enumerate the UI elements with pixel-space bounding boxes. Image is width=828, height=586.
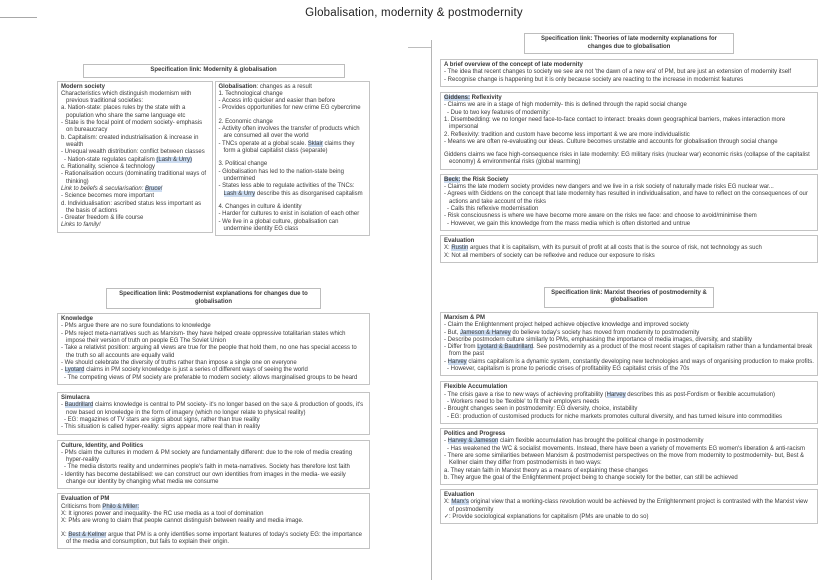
text-line bbox=[444, 315, 814, 322]
text-line bbox=[444, 95, 814, 102]
text-line bbox=[61, 450, 366, 465]
text-segment: - bbox=[61, 367, 65, 374]
highlighted-text: Lyotard & Baudrillard bbox=[477, 344, 534, 351]
text-line bbox=[61, 518, 366, 525]
text-segment: . See postmodernity as a product of the most recent stages of capitalism rather than a fundamental break from the past bbox=[449, 344, 813, 358]
text-segment: Knowledge bbox=[61, 316, 94, 323]
text-line bbox=[61, 331, 366, 346]
text-segment: X: Not all members of society can be reflexive and reduce our exposure to risks bbox=[444, 252, 655, 259]
text-line bbox=[219, 91, 367, 98]
text-segment: - Claims we are in a stage of high modernity- this is defined through the rapid social change bbox=[444, 102, 687, 109]
text-segment: A brief overview of the concept of late modernity bbox=[444, 62, 583, 68]
text-line bbox=[61, 186, 209, 193]
text-segment: claims capitalism is a dynamic system, constantly developing new technologies and ways of organising production to make profits. bbox=[466, 358, 814, 365]
text-segment: - PMs reject meta-narratives such as Marxism- they have helped create oppressive totalitarian states which impose their version of truth on people EG The Soviet Union bbox=[61, 330, 346, 345]
text-line bbox=[61, 84, 209, 91]
text-segment: 1. Disembedding: we no longer need face-to-face contact to interact: breaks down geographical barriers, makes interaction more impersonal bbox=[444, 116, 786, 131]
text-segment: - PMs claim the cultures in modern & PM society are fundamentally different: due to the role of media creating hyper-reality bbox=[61, 449, 353, 464]
highlighted-text: Giddens: bbox=[444, 94, 471, 101]
text-line bbox=[219, 84, 367, 91]
text-segment: - Identity has become destabilised: we can construct our own identities from images in the media- we easily change our identity by changing what media we consume bbox=[61, 471, 346, 486]
text-segment: Criticisms from bbox=[61, 503, 103, 510]
text-line bbox=[61, 215, 209, 222]
text-line bbox=[61, 472, 366, 487]
culture-identity-politics-box bbox=[57, 440, 370, 490]
text-segment: Simulacra bbox=[61, 394, 90, 401]
text-segment: - Brought changes seen in postmodernity: EG diversity, choice, instability bbox=[444, 406, 638, 413]
text-segment: - Describe postmodern culture similarly to PMs, emphasising the importance of media images, diversity, and stability bbox=[444, 336, 753, 343]
text-segment: Globalisation bbox=[218, 83, 257, 90]
text-segment: - Recognise change is happening but it is only because society are reacting to the increase in modernist features bbox=[444, 76, 744, 83]
text-line bbox=[61, 316, 366, 323]
text-segment: Flexible Accumulation bbox=[444, 384, 508, 391]
text-line bbox=[444, 322, 814, 329]
text-segment: : changes as a result bbox=[256, 83, 312, 90]
text-segment: Culture, Identity, and Politics bbox=[61, 442, 144, 449]
text-segment: 3. Political change bbox=[218, 161, 268, 168]
text-line bbox=[61, 135, 209, 150]
page-title: Globalisation, modernity & postmodernity bbox=[305, 7, 523, 19]
text-segment: - The crisis gave a rise to new ways of achieving profitability ( bbox=[444, 391, 607, 398]
highlighted-text: Lash & Urry bbox=[223, 190, 256, 197]
text-segment: 2. Reflexivity: tradition and custom have become less important & we are more individualistic bbox=[444, 131, 690, 138]
text-segment: - Greater freedom & life course bbox=[61, 215, 144, 222]
text-segment: - EG: magazines of TV stars are signs about signs, rather than true reality bbox=[64, 416, 260, 423]
text-segment: - Risk consciousness is where we have become more aware on the risks we face: and choose to avoid/minimise them bbox=[444, 213, 757, 220]
text-line bbox=[61, 367, 366, 374]
globalisation-box bbox=[215, 81, 371, 237]
text-line bbox=[61, 417, 366, 424]
text-segment: - Claim the Enlightenment project helped achieve objective knowledge and improved society bbox=[444, 322, 689, 329]
text-segment: the Risk Society bbox=[460, 176, 509, 183]
text-segment: X: bbox=[444, 499, 452, 506]
text-line bbox=[61, 443, 366, 450]
text-line bbox=[61, 395, 366, 402]
text-line bbox=[444, 69, 814, 76]
text-line bbox=[444, 453, 814, 468]
text-line bbox=[61, 120, 209, 135]
text-line bbox=[61, 496, 366, 503]
text-line bbox=[444, 177, 814, 184]
text-segment: original view that a working-class revolution would be achieved by the Enlightenment project is contrasted with the Marxist view of postmodernity bbox=[449, 499, 808, 513]
text-segment: Giddens claims we face high-consequence risks in late modernity: EG military risks (nuclear war) economic risks (collapse of the capitalist economy) & environmental risks (global warming) bbox=[444, 152, 810, 166]
text-segment: - Science becomes more important bbox=[61, 193, 155, 200]
text-line bbox=[444, 245, 814, 252]
highlighted-text: Sklair bbox=[307, 140, 323, 147]
text-segment: - States less able to regulate activities of the TNCs: bbox=[218, 183, 355, 190]
text-line bbox=[444, 102, 814, 109]
text-segment: d. Individualisation: ascribed status less important as the basis of actions bbox=[61, 200, 202, 214]
highlighted-text: Baudrillard bbox=[64, 402, 94, 409]
spec-link-late-modernity: Specification link: Theories of late modernity explanations for changes due to globalisation bbox=[524, 33, 734, 54]
knowledge-box bbox=[57, 313, 370, 385]
text-line bbox=[61, 323, 366, 330]
text-line bbox=[444, 206, 814, 213]
text-segment: - But, bbox=[444, 329, 461, 336]
text-line bbox=[61, 105, 209, 120]
text-line bbox=[444, 337, 814, 344]
text-segment: b. They argue the goal of the Enlightenment project being to change society for the better, can still be achieved bbox=[444, 474, 738, 481]
text-segment: - bbox=[444, 438, 448, 445]
text-line bbox=[61, 164, 209, 171]
text-segment: argue that PM is a only identifies some important features of today's society EG: the importance of the media and consumption, but fails to explain their origin. bbox=[66, 531, 362, 545]
text-line bbox=[61, 149, 209, 156]
text-line bbox=[219, 161, 367, 168]
text-segment: 4. Changes in culture & identity bbox=[218, 203, 302, 210]
text-segment: - Access info quicker and easier than before bbox=[218, 98, 336, 105]
beck-risk-society-box bbox=[440, 174, 818, 231]
modern-society-box bbox=[57, 81, 213, 233]
text-segment: Modern society bbox=[61, 83, 106, 90]
spec-link-postmodernist: Specification link: Postmodernist explanations for changes due to globalisation bbox=[106, 288, 321, 309]
text-segment: - The idea that recent changes to society we see are not 'the dawn of a new era' of PM, but are just an extension of modernity itself bbox=[444, 69, 792, 76]
text-segment: - Activity often involves the transfer of products which are consumed all over the world bbox=[218, 126, 360, 140]
text-line bbox=[444, 184, 814, 191]
text-segment: describes this as post-Fordism or flexible accumulation) bbox=[625, 391, 776, 398]
text-line bbox=[61, 222, 209, 229]
text-segment: claim flexible accumulation has brought the political change in postmodernity bbox=[498, 438, 704, 445]
text-line bbox=[61, 511, 366, 518]
text-line bbox=[61, 402, 366, 417]
text-segment: claims in PM society knowledge is just a series of different ways of seeing the world bbox=[84, 367, 308, 374]
text-line bbox=[444, 238, 814, 245]
highlighted-text: Lyotard bbox=[64, 367, 85, 374]
text-line bbox=[444, 406, 814, 413]
text-line bbox=[61, 464, 366, 471]
text-line bbox=[444, 492, 814, 499]
text-segment: X: It ignores power and inequality- the RC use media as a tool of domination bbox=[61, 511, 264, 517]
evaluation-of-pm-box bbox=[57, 493, 370, 549]
marxism-pm-box bbox=[440, 312, 818, 377]
simulacra-box bbox=[57, 392, 370, 435]
text-segment: Marxism & PM bbox=[444, 314, 486, 321]
text-line bbox=[444, 399, 814, 406]
text-segment: - Rationalisation occurs (dominating traditional ways of thinking) bbox=[61, 171, 207, 185]
text-line bbox=[444, 344, 814, 359]
text-segment: - PMs argue there are no sure foundations to knowledge bbox=[61, 323, 211, 330]
text-segment: - Globalisation has led to the nation-state being undermined bbox=[218, 168, 344, 182]
text-line bbox=[219, 98, 367, 105]
text-line bbox=[61, 424, 366, 431]
text-segment: 1. Technological change bbox=[218, 90, 283, 97]
text-line bbox=[61, 193, 209, 200]
text-segment: X: bbox=[444, 245, 452, 252]
text-line bbox=[444, 499, 814, 514]
text-segment: - The competing views of PM society are preferable to modern society: allows marginalised groups to be heard bbox=[64, 374, 358, 381]
marxist-evaluation-box bbox=[440, 489, 818, 524]
text-line bbox=[219, 141, 367, 156]
text-segment: Evaluation bbox=[444, 492, 475, 499]
modernity-boxes-row bbox=[57, 81, 370, 237]
left-column bbox=[57, 64, 370, 549]
highlighted-text: Best & Kellner bbox=[68, 531, 107, 538]
text-line bbox=[219, 183, 367, 198]
highlighted-text: Bruce! bbox=[145, 185, 163, 192]
giddens-reflexivity-box bbox=[440, 92, 818, 170]
text-line bbox=[61, 345, 366, 360]
text-segment: Links to family! bbox=[61, 222, 101, 229]
text-segment: - Provides opportunities for new crime EG cybercrime bbox=[218, 105, 361, 112]
top-left-divider-line bbox=[0, 17, 37, 18]
text-line bbox=[444, 414, 814, 421]
text-line bbox=[444, 330, 814, 337]
text-segment: - Nation-state regulates capitalism bbox=[64, 156, 157, 163]
text-line bbox=[61, 375, 366, 382]
highlighted-text: Harvey & Jameson bbox=[447, 438, 499, 445]
highlighted-text: (Lash & Urry) bbox=[156, 156, 193, 163]
text-line bbox=[61, 532, 366, 547]
text-line bbox=[444, 514, 814, 521]
text-line bbox=[444, 62, 814, 69]
text-segment: claims they form a global capitalist class (separate) bbox=[223, 140, 355, 154]
text-line bbox=[444, 191, 814, 206]
text-line bbox=[61, 91, 209, 106]
text-segment: ✓: Provide sociological explanations for capitalism (PMs are unable to do so) bbox=[444, 514, 649, 521]
text-line bbox=[444, 384, 814, 391]
spec-link-marxist: Specification link: Marxist theories of postmodernity & globalisation bbox=[544, 287, 714, 308]
politics-progress-box bbox=[440, 428, 818, 485]
text-segment: Characteristics which distinguish modernism with previous traditional societies: bbox=[61, 90, 192, 105]
highlighted-text: Jameson & Harvey bbox=[460, 329, 511, 336]
text-segment: - The media distorts reality and undermines people's faith in meta-narratives. Society has therefore lost faith bbox=[64, 464, 350, 471]
text-segment: Reflexivity bbox=[470, 94, 502, 101]
text-segment: claims knowledge is central to PM society- it's no longer based on the sa;e & production of goods, it's now based on knowledge in the form of imagery (which no longer relate to physical reality) bbox=[66, 402, 364, 416]
text-line bbox=[444, 213, 814, 220]
text-line bbox=[444, 221, 814, 228]
text-segment: - EG: production of customised products for niche markets promotes cultural diversity, and has turned leisure into commodities bbox=[447, 413, 783, 420]
text-segment: Evaluation bbox=[444, 237, 475, 244]
text-segment: - There are some similarities between Marxism & postmodernist perspectives on the move from modernity to postmodernity- but, Best & Kellner claim they differ from postmodernists in two ways: bbox=[444, 452, 805, 467]
text-segment: - Calls this reflexive modernisation bbox=[447, 206, 539, 212]
late-modernity-evaluation-box bbox=[440, 235, 818, 263]
text-line bbox=[444, 253, 814, 260]
text-segment: do believe today's society has moved from modernity to postmodernity bbox=[510, 329, 700, 336]
text-segment: - Workers need to be 'flexible' to fit their employers needs bbox=[447, 399, 600, 405]
text-segment: X: bbox=[61, 531, 69, 538]
text-segment: Link to beliefs & secularisation: bbox=[61, 185, 146, 192]
text-segment: - However, capitalism is prone to periodic crises of profitability EG capitalist crisis of the 70s bbox=[447, 366, 690, 373]
text-line bbox=[61, 504, 366, 511]
text-line bbox=[444, 110, 814, 117]
text-segment: - Due to two key features of modernity: bbox=[447, 109, 551, 116]
column-divider-line bbox=[431, 40, 432, 580]
text-segment: argues that it is capitalism, with its pursuit of profit at all costs that is the source of risk, not technology as such bbox=[468, 245, 762, 252]
text-line bbox=[444, 392, 814, 399]
text-segment: - Claims the late modern society provides new dangers and we live in a risk society of naturally made risks EG nuclear war... bbox=[444, 184, 774, 191]
text-segment: - However, we gain this knowledge from the mass media which is often distorted and untrue bbox=[447, 220, 691, 227]
text-line bbox=[444, 446, 814, 453]
text-segment: X: PMs are wrong to claim that people cannot distinguish between reality and media image. bbox=[61, 518, 304, 525]
text-segment: a. Nation-state: places rules by the state with a population who share the same language etc bbox=[61, 105, 186, 119]
text-line bbox=[444, 468, 814, 475]
highlighted-text: Marx's bbox=[451, 499, 469, 506]
text-segment: - We should celebrate the diversity of truths rather than impose a single one on everyone bbox=[61, 360, 297, 366]
text-line bbox=[444, 475, 814, 482]
text-segment: Evaluation of PM bbox=[61, 496, 110, 503]
text-segment: - bbox=[61, 402, 65, 409]
late-modernity-overview-box bbox=[440, 59, 818, 87]
text-line bbox=[219, 126, 367, 141]
text-line bbox=[219, 119, 367, 126]
right-column bbox=[440, 33, 818, 524]
text-line bbox=[219, 211, 367, 218]
text-segment: Politics and Progress bbox=[444, 430, 506, 437]
text-segment: - We live in a global culture, globalisation can undermine identity EG class bbox=[218, 218, 339, 232]
spec-link-modernity-globalisation: Specification link: Modernity & globalisation bbox=[83, 64, 345, 78]
text-segment: - Means we are often re-evaluating our ideas. Culture becomes unstable and accounts for globalisation through social change bbox=[444, 138, 778, 145]
highlighted-text: Harvey bbox=[447, 358, 467, 365]
text-line bbox=[444, 359, 814, 366]
text-segment: a. They retain faith in Marxist theory as a means of explaining these changes bbox=[444, 467, 649, 474]
text-line bbox=[444, 366, 814, 373]
text-segment: b. Capitalism: created industrialisation & increase in wealth bbox=[61, 134, 199, 148]
highlighted-text: Philo & Miller: bbox=[102, 503, 140, 510]
text-line bbox=[444, 77, 814, 84]
text-line bbox=[219, 204, 367, 211]
text-line bbox=[444, 139, 814, 146]
text-segment: describe this as disorganised capitalism bbox=[255, 190, 363, 197]
text-line bbox=[219, 219, 367, 234]
text-line bbox=[61, 201, 209, 216]
highlighted-text: Beck: bbox=[444, 176, 461, 183]
text-segment: c. Rationality, science & technology bbox=[61, 163, 155, 170]
text-line bbox=[444, 431, 814, 438]
text-segment: 2. Economic change bbox=[218, 118, 273, 125]
text-line bbox=[444, 438, 814, 445]
text-segment: - State is the focal point of modern society- emphasis on bureaucracy bbox=[61, 120, 203, 134]
text-line bbox=[61, 157, 209, 164]
text-line bbox=[444, 117, 814, 132]
text-segment: - Has weakened the WC & socialist movements. Instead, there have been a variety of movements EG women's liberation & anti-racism bbox=[447, 445, 805, 452]
text-line bbox=[219, 105, 367, 112]
text-line bbox=[444, 152, 814, 167]
text-segment: - Unequal wealth distribution: conflict between classes bbox=[61, 149, 205, 156]
text-line bbox=[444, 132, 814, 139]
text-segment: - Take a relativist position: arguing all views are true for the people that hold them, no one has special access to the truth so all accounts are equally valid bbox=[61, 345, 357, 359]
flexible-accumulation-box bbox=[440, 381, 818, 424]
text-segment: - This situation is called hyper-reality: signs appear more real than in reality bbox=[61, 424, 260, 431]
text-segment: - Differ from bbox=[444, 344, 478, 351]
text-segment: - TNCs operate at a global scale. bbox=[218, 140, 308, 147]
text-line bbox=[219, 169, 367, 184]
highlighted-text: Harvey bbox=[606, 391, 626, 398]
text-segment: - bbox=[444, 358, 448, 365]
divider-tick-line bbox=[408, 47, 431, 48]
highlighted-text: Rustin bbox=[451, 245, 469, 252]
text-segment: - Harder for cultures to exist in isolation of each other bbox=[218, 211, 360, 218]
text-line bbox=[61, 171, 209, 186]
text-line bbox=[61, 360, 366, 367]
text-segment: - Agrees with Giddens on the concept that late modernity has resulted in individualisation, and have to reflect on the consequences of our actions and take account of the risks bbox=[444, 191, 808, 205]
